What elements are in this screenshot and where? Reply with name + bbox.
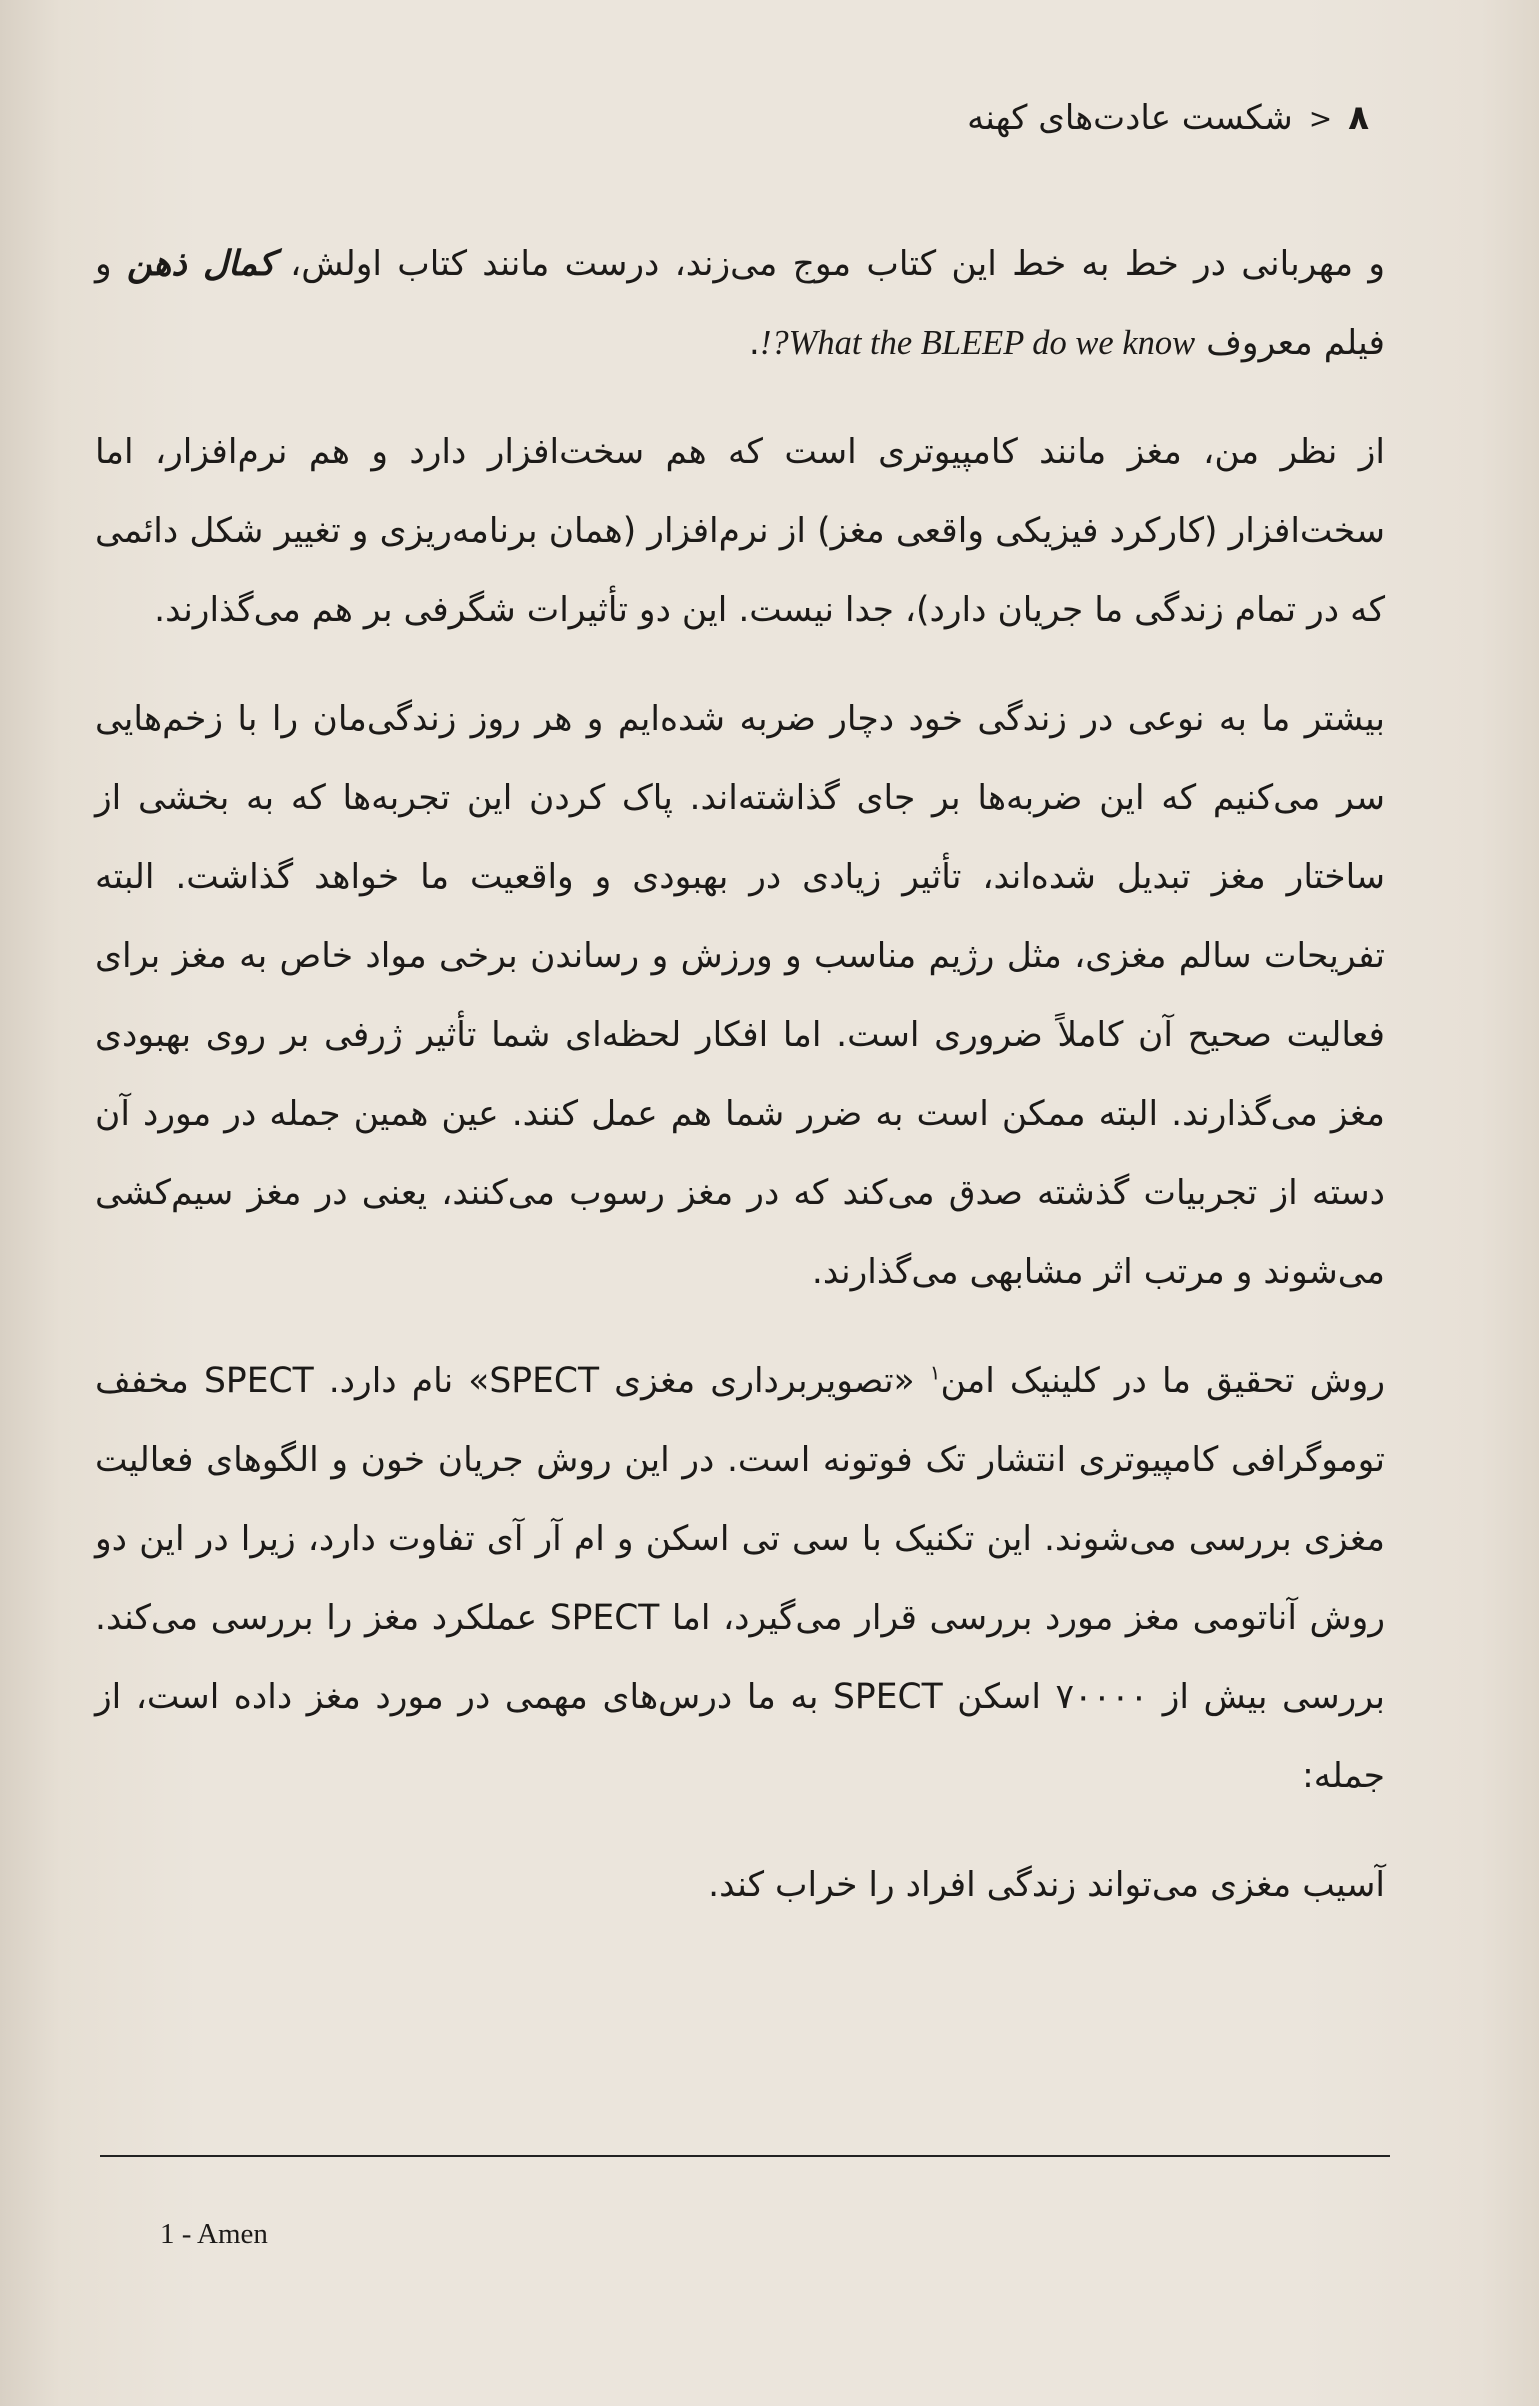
paragraph-1-text-a: و مهربانی در خط به خط این کتاب موج می‌زند، درست مانند کتاب اولش، — [274, 244, 1385, 284]
chapter-title: شکست عادت‌های کهنه — [967, 98, 1293, 138]
film-title: !?What the BLEEP do we know — [759, 324, 1196, 362]
paragraph-1-text-b: و فیلم معروف — [95, 244, 1385, 363]
paragraph-4 — [95, 1342, 1385, 1816]
running-header — [967, 98, 1369, 138]
page-number: ۸ — [1348, 98, 1369, 138]
paragraph-2: از نظر من، مغز مانند کامپیوتری است که هم سخت‌افزار دارد و هم نرم‌افزار، اما سخت‌افزار (کارکرد فیزیکی واقعی مغز) از نرم‌افزار (همان برنامه‌ریزی و تغییر شکل دائمی که در تمام زندگی ما جریان دارد)، جدا نیست. این دو تأثیرات شگرفی بر هم می‌گذارند. — [95, 432, 1385, 630]
paragraph-4-text-a: روش تحقیق ما در کلینیک امن — [940, 1361, 1386, 1401]
paragraph-5: آسیب مغزی می‌تواند زندگی افراد را خراب کند. — [708, 1865, 1385, 1905]
footnote: 1 - Amen — [160, 2218, 268, 2250]
body-text — [95, 225, 1385, 1955]
paragraph-3: بیشتر ما به نوعی در زندگی خود دچار ضربه شده‌ایم و هر روز زندگی‌مان را با زخم‌هایی سر می‌کنیم که این ضربه‌ها بر جای گذاشته‌اند. پاک کردن این تجربه‌ها که به بخشی از ساختار مغز تبدیل شده‌اند، تأثیر زیادی در بهبودی و واقعیت ما خواهد گذاشت. البته تفریحات سالم مغزی، مثل رژیم مناسب و ورزش و رساندن برخی مواد خاص به مغز برای فعالیت صحیح آن کاملاً ضروری است. اما افکار لحظه‌ای شما تأثیر ژرفی بر روی بهبودی مغز می‌گذارند. البته ممکن است به ضرر شما هم عمل کنند. عین همین جمله در مورد آن دسته از تجربیات گذشته صدق می‌کند که در مغز رسوب می‌کنند، یعنی در مغز سیم‌کشی می‌شوند و مرتب اثر مشابهی می‌گذارند. — [95, 699, 1385, 1292]
arrow-icon: < — [1308, 101, 1333, 135]
paragraph-1-text-c: . — [748, 323, 760, 363]
paragraph-1 — [95, 225, 1385, 383]
footnote-marker: ۱ — [929, 1360, 941, 1385]
footnote-divider — [100, 2155, 1390, 2157]
paragraph-4-text-b: «تصویربرداری مغزی SPECT» نام دارد. SPECT مخفف توموگرافی کامپیوتری انتشار تک فوتونه است. در این روش جریان خون و الگوهای فعالیت مغزی بررسی می‌شوند. این تکنیک با سی تی اسکن و ام آر آی تفاوت دارد، زیرا در این دو روش آناتومی مغز مورد بررسی قرار می‌گیرد، اما SPECT عملکرد مغز را بررسی می‌کند. بررسی بیش از ۷۰۰۰۰ اسکن SPECT به ما درس‌های مهمی در مورد مغز داده است، از جمله: — [95, 1361, 1385, 1796]
book-title-italic: کمال ذهن — [126, 244, 275, 284]
